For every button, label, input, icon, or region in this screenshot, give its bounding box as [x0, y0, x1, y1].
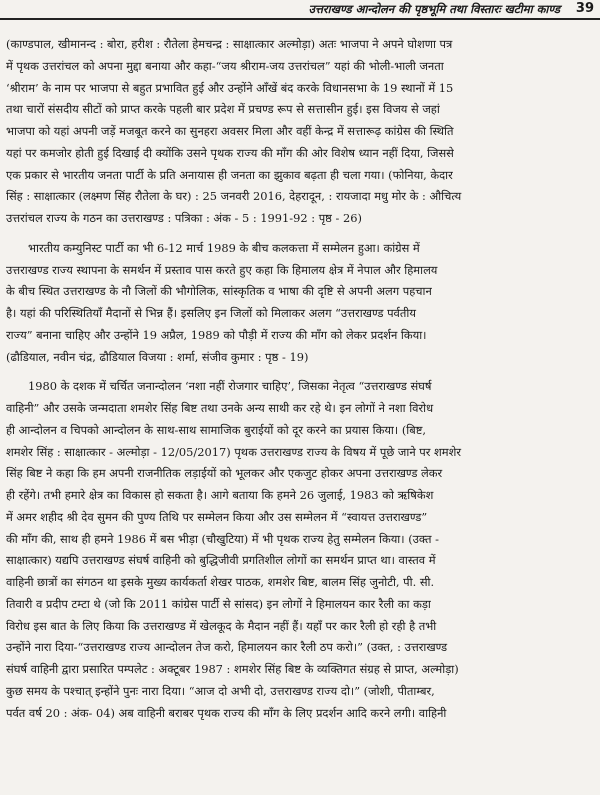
- text-line: विरोध इस बात के लिए किया कि उत्तराखण्ड में खेलकूद के मैदान नहीं हैं। यहाँ पर कार रैली हो रही है तभी: [6, 618, 437, 633]
- text-line: वाहिनी छात्रों का संगठन था इसके मुख्य कार्यकर्ता शेखर पाठक, शमशेर बिष्ट, बालम सिंह जुनोटी, पी. सी.: [6, 575, 435, 589]
- text-line: साक्षात्कार) यद्यपि उत्तराखण्ड संघर्ष वाहिनी को बुद्धिजीवी प्रगतिशील लोगों का समर्थन प्राप्त था। वास्तव में: [6, 553, 436, 568]
- page-header: [0, 0, 600, 20]
- text-line: 1980 के दशक में चर्चित जनान्दोलन ‘नशा नहीं रोजगार चाहिए’, जिसका नेतृत्व “उत्तराखण्ड संघर्ष: [28, 379, 432, 394]
- text-line: तथा चारों संसदीय सीटों को प्राप्त करके पहली बार प्रदेश में प्रचण्ड रूप से सत्तासीन हुई। इस विजय से जहां: [6, 102, 440, 117]
- text-line: उत्तराखण्ड राज्य स्थापना के समर्थन में प्रस्ताव पास करते हुए कहा कि हिमालय क्षेत्र में नेपाल और हिमालय: [6, 262, 438, 277]
- text-line: संघर्ष वाहिनी द्वारा प्रसारित पम्पलेट : अक्टूबर 1987 : शमशेर सिंह बिष्ट के व्यक्तिगत संग्रह से प्राप्त, अल्मोड़ा): [6, 662, 459, 676]
- text-line: शमशेर सिंह : साक्षात्कार - अल्मोड़ा - 12/05/2017) पृथक उत्तराखण्ड राज्य के विषय में पूछे जाने पर शमशेर: [6, 444, 461, 459]
- paragraph-3: [6, 376, 594, 724]
- paragraph-gap: [6, 230, 594, 238]
- text-line: ही आन्दोलन व चिपको आन्दोलन के साथ-साथ सामाजिक बुराईयों को दूर करने का प्रयास किया। (बिष्ट,: [6, 422, 426, 437]
- page-number: 39: [575, 1, 594, 16]
- text-line: सिंह : साक्षात्कार (लक्ष्मण सिंह रौतेला के घर) : 25 जनवरी 2016, देहरादून, : रायजादा मधु मोर के : औचित्य: [6, 189, 462, 204]
- running-head: उत्तराखण्ड आन्दोलन की पृष्ठभूमि तथा विस्तारः खटीमा काण्ड: [308, 2, 560, 16]
- text-line: की माँग की, साथ ही हमने 1986 में बस भीड़ा (चौखुटिया) में भी पृथक राज्य हेतु सम्मेलन किया। (उक्त -: [6, 531, 439, 546]
- text-line: (ढौडियाल, नवीन चंद्र, ढौडियाल विजया : शर्मा, संजीव कुमार : पृष्ठ - 19): [6, 349, 309, 364]
- text-line: (काण्डपाल, खीमानन्द : बोरा, हरीश : रौतेला हेमचन्द्र : साक्षात्कार अल्मोड़ा) अतः भाजपा ने अपने घोशणा पत्र: [6, 37, 453, 51]
- paragraph-1: [6, 34, 594, 230]
- text-line: एक प्रकार से भारतीय जनता पार्टी के प्रति अनायास ही जनता का झुकाव बढ़ता ही चला गया। (फोनिया, केदार: [6, 167, 453, 182]
- text-line: तिवारी व प्रदीप टम्टा थे (जो कि 2011 कांग्रेस पार्टी से सांसद) इन लोगों ने हिमालयन कार रैली का कड़ा: [6, 596, 431, 611]
- body-text: [6, 34, 594, 724]
- text-line: में अमर शहीद श्री देव सुमन की पुण्य तिथि पर सम्मेलन किया और उस सम्मेलन में “स्वायत्त उत्तराखण्ड”: [6, 509, 428, 524]
- paragraph-gap: [6, 368, 594, 376]
- text-line: उन्होंने नारा दिया-“उत्तराखण्ड राज्य आन्दोलन तेज करो, हिमालयन कार रैली ठप करो।” (उक्त, : उत्तराखण्ड: [6, 640, 448, 655]
- text-line: भारतीय कम्युनिस्ट पार्टी का भी 6-12 मार्च 1989 के बीच कलकत्ता में सम्मेलन हुआ। कांग्रेस में: [28, 240, 420, 255]
- text-line: है। यहां की परिस्थितियाँ मैदानों से भिन्न हैं। इसलिए इन जिलों को मिलाकर अलग “उत्तराखण्ड पर्वतीय: [6, 306, 416, 320]
- text-line: ही रहेंगे। तभी हमारे क्षेत्र का विकास हो सकता है। आगे बताया कि हमने 26 जुलाई, 1983 को ऋषिकेश: [6, 488, 434, 502]
- text-line: सिंह बिष्ट ने कहा कि हम अपनी राजनीतिक लड़ाईयों को भूलकर और एकजुट होकर अपना उत्तराखण्ड लेकर: [6, 466, 443, 481]
- text-line: यहां पर कमजोर होती हुई दिखाई दी क्योंकि उसने पृथक राज्य की माँग की ओर विशेष ध्यान नहीं दिया, जिससे: [6, 145, 454, 160]
- text-line: उत्तरांचल राज्य के गठन का उत्तराखण्ड : पत्रिका : अंक - 5 : 1991-92 : पृष्ठ - 26): [6, 211, 362, 225]
- text-line: के बीच स्थित उत्तराखण्ड के नौ जिलों की भौगोलिक, सांस्कृतिक व भाषा की दृष्टि से अपनी अलग पहचान: [6, 284, 432, 299]
- text-line: राज्य” बनाना चाहिए और उन्होंने 19 अप्रैल, 1989 को पौड़ी में राज्य की माँग को लेकर प्रदर्शन किया।: [6, 327, 427, 342]
- text-line: में पृथक उत्तरांचल को अपना मुद्दा बनाया और कहा-“जय श्रीराम-जय उत्तरांचल” यहां की भोली-भाली जनता: [6, 58, 444, 73]
- text-line: ‘श्रीराम’ के नाम पर भाजपा से बहुत प्रभावित हुई और उन्होंने आँखें बंद करके विधानसभा के 19 स्थानों में 15: [6, 80, 454, 95]
- paragraph-2: [6, 238, 594, 369]
- text-line: पर्वत वर्ष 20 : अंक- 04) अब वाहिनी बराबर पृथक राज्य की माँग के लिए प्रदर्शन आदि करने लगी। वाहिनी: [6, 705, 447, 720]
- text-line: कुछ समय के पश्चात् इन्होंने पुनः नारा दिया। “आज दो अभी दो, उत्तराखण्ड राज्य दो।” (जोशी, पीताम्बर,: [6, 683, 435, 698]
- text-line: वाहिनी” और उसके जन्मदाता शमशेर सिंह बिष्ट तथा उनके अन्य साथी कर रहे थे। इन लोगों ने नशा विरोध: [6, 401, 434, 415]
- text-line: भाजपा को यहां अपनी जड़ें मजबूत करने का सुनहरा अवसर मिला और वहीं केन्द्र में सत्तारूढ़ कांग्रेस की स्थिति: [6, 124, 454, 138]
